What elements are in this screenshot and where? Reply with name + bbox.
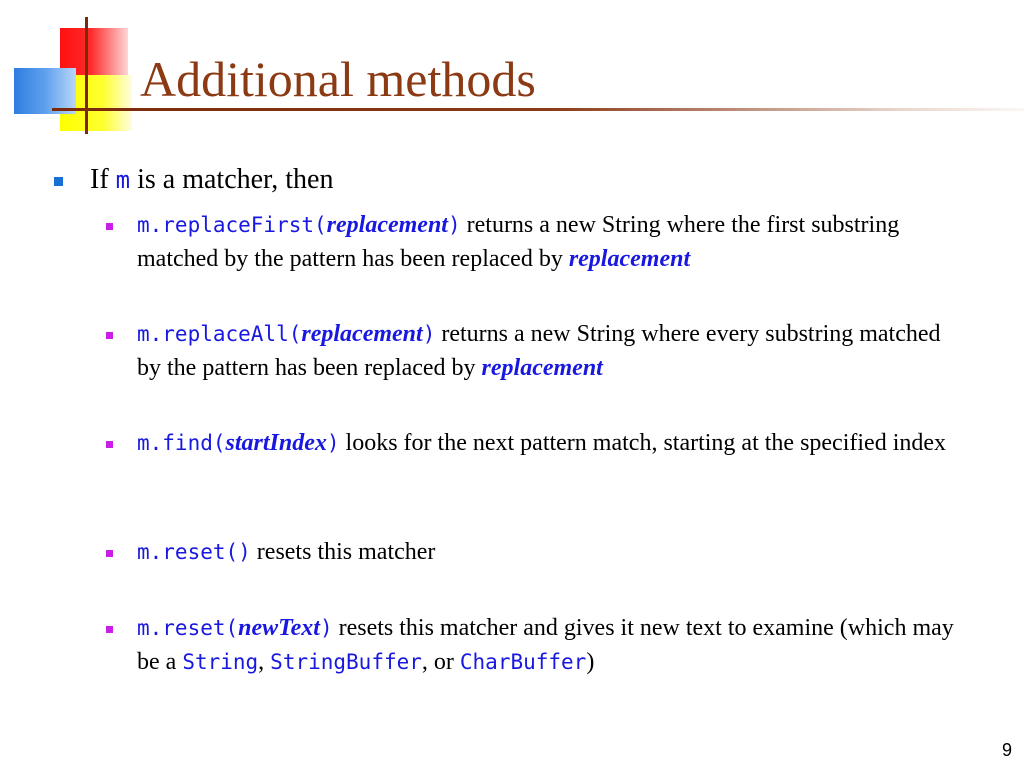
class-name-string: String: [182, 650, 259, 674]
intro-prefix: If: [90, 164, 116, 195]
method-description: resets this matcher and gives it new text to examine (which may be a: [137, 615, 954, 675]
list-item-reset-text: [137, 611, 957, 679]
list-item-replace-first: [137, 208, 957, 276]
method-param: replacement: [326, 212, 448, 238]
class-name-stringbuffer: StringBuffer: [270, 650, 422, 674]
level2-bullet: [106, 223, 113, 230]
intro-suffix: is a matcher, then: [130, 164, 334, 195]
level2-bullet: [106, 441, 113, 448]
method-code: m.reset(): [137, 540, 251, 564]
level1-bullet: [54, 177, 63, 186]
method-description: returns a new String where the first substring matched by the pattern has been replaced by: [137, 212, 900, 272]
level2-bullet: [106, 332, 113, 339]
method-code-close: ): [422, 322, 436, 346]
list-item-replace-all: [137, 317, 957, 385]
list-item-find: [137, 426, 957, 460]
intro-var: m: [115, 166, 131, 194]
method-code: m.find(: [137, 431, 226, 455]
method-code-close: ): [447, 213, 461, 237]
list-item-reset: [137, 535, 957, 569]
method-code-close: ): [326, 431, 340, 455]
class-name-charbuffer: CharBuffer: [459, 650, 587, 674]
method-description: resets this matcher: [250, 539, 436, 565]
level2-bullet: [106, 550, 113, 557]
method-description: returns a new String where every substring matched by the pattern has been replaced by: [137, 321, 941, 381]
method-param: replacement: [301, 321, 423, 347]
trailing-param: replacement: [481, 355, 603, 381]
intro-line: [90, 163, 333, 197]
method-code-close: ): [319, 616, 333, 640]
separator: , or: [421, 649, 460, 675]
trailing-param: replacement: [568, 246, 691, 272]
closing-paren: ): [586, 649, 595, 675]
method-param: newText: [238, 615, 320, 641]
separator: ,: [258, 649, 271, 675]
level2-bullet: [106, 626, 113, 633]
method-code: m.replaceFirst(: [137, 213, 327, 237]
slide-title: Additional methods: [140, 51, 536, 107]
method-description: looks for the next pattern match, starting at the specified index: [339, 430, 947, 456]
method-code: m.replaceAll(: [137, 322, 302, 346]
method-code: m.reset(: [137, 616, 239, 640]
page-number: 9: [1001, 740, 1012, 760]
method-param: startIndex: [225, 430, 327, 456]
title-underline: [52, 108, 1024, 111]
